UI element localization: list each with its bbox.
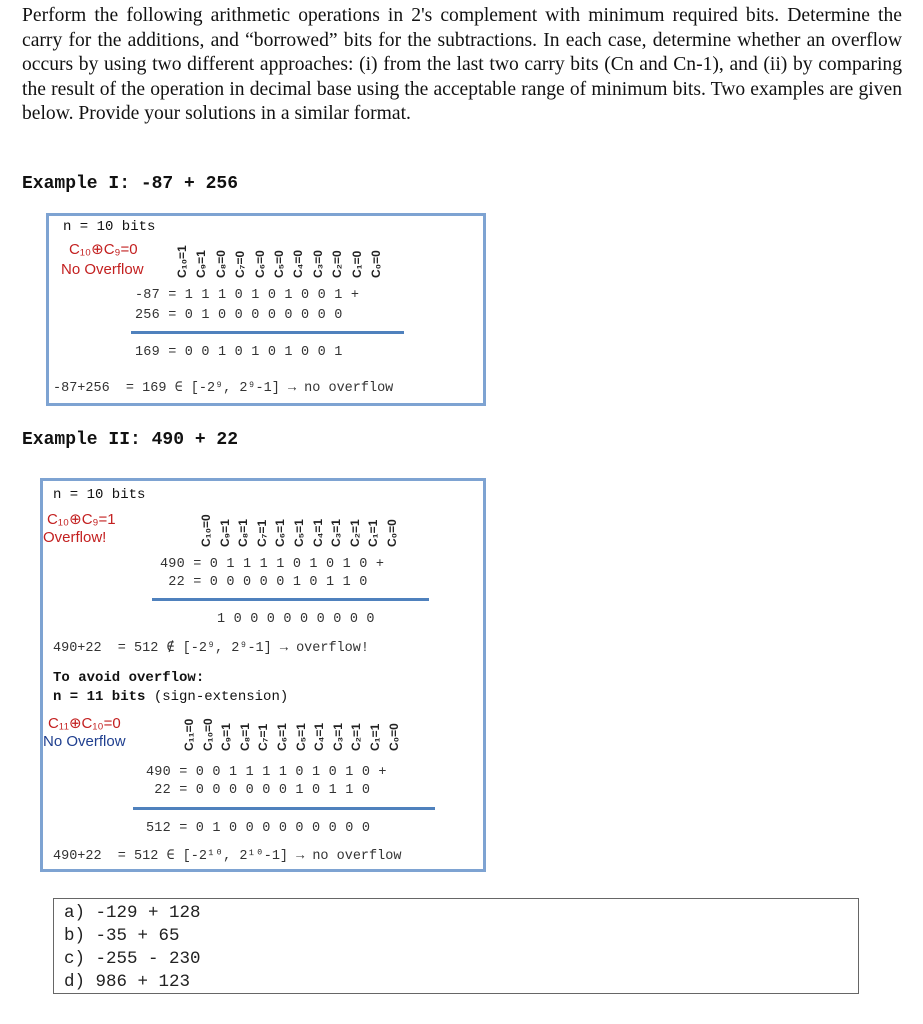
carry-bit: C₅=1 <box>293 723 308 751</box>
carry-bit: C₁₁=0 <box>182 718 196 751</box>
carry-bit: C₁₀=1 <box>175 245 189 278</box>
overflow-status: No Overflow <box>61 261 144 278</box>
carry-bit: C₉=1 <box>219 723 234 751</box>
operand-row-1: 490 = 0 1 1 1 1 0 1 0 1 0 + <box>160 557 385 572</box>
sign-extension-note: (sign-extension) <box>145 689 289 705</box>
carry-bit: C₆=1 <box>273 519 288 547</box>
carry-bit: C₀=0 <box>385 519 399 547</box>
problems-box <box>53 898 859 994</box>
carry-xor-label: C₁₀⊕C₉=0 <box>69 241 138 258</box>
example-2-heading: Example II: 490 + 22 <box>22 430 239 450</box>
carry-bit: C₆=0 <box>252 250 267 278</box>
sum-rule <box>152 598 429 601</box>
carry-bit: C₀=0 <box>386 723 401 751</box>
carry-bit: C₉=1 <box>194 250 209 278</box>
example-1-box <box>46 213 486 406</box>
carry-bit: C₁₀=0 <box>199 514 213 547</box>
bit-width-bold: n = 11 bits <box>53 689 146 705</box>
bit-width-label: n = 10 bits <box>53 487 146 503</box>
carry-bit: C₃=0 <box>310 250 325 278</box>
carry-bit: C₈=1 <box>237 723 252 751</box>
carry-xor-label: C₁₀⊕C₉=1 <box>47 511 116 528</box>
carry-bit: C₈=0 <box>213 250 228 278</box>
carry-bit: C₈=1 <box>236 519 251 547</box>
operand-row-1: -87 = 1 1 1 0 1 0 1 0 0 1 + <box>135 288 360 303</box>
decimal-check: -87+256 = 169 ∈ [-2⁹, 2⁹-1] → no overflow <box>53 381 394 396</box>
carry-bit: C₂=0 <box>330 250 345 278</box>
avoid-overflow-label <box>53 670 204 686</box>
problem-d: d) 986 + 123 <box>64 972 191 992</box>
result-row: 169 = 0 0 1 0 1 0 1 0 0 1 <box>135 345 343 360</box>
instructions-paragraph: Perform the following arithmetic operations in 2's complement with minimum required bits. Determine the carry for the additions, and “borrowed” bits for the subtractions. In each case, determine whether an overflow occurs by using two different approaches: (i) from the last two carry bits (Cn and Cn-1), and (ii) by comparing the result of the operation in decimal base using the acceptable range of minimum bits. Two examples are given below. Provide your solutions in a similar format. <box>22 5 902 124</box>
overflow-status-2: No Overflow <box>43 733 126 750</box>
example-1-heading: Example I: -87 + 256 <box>22 174 239 194</box>
operand-row-2: 256 = 0 1 0 0 0 0 0 0 0 0 <box>135 308 343 323</box>
carry-bit: C₇=1 <box>256 723 271 751</box>
carry-xor-label-2: C₁₁⊕C₁₀=0 <box>48 715 121 732</box>
carry-bit: C₅=0 <box>272 250 286 278</box>
carry-bit: C₃=1 <box>329 519 344 547</box>
carry-bit: C₆=1 <box>275 723 289 751</box>
operand-row-2: 22 = 0 0 0 0 0 1 0 1 1 0 <box>160 575 368 590</box>
carry-bit: C₄=0 <box>291 249 306 278</box>
decimal-check-2: 490+22 = 512 ∈ [-2¹⁰, 2¹⁰-1] → no overflow <box>53 849 402 864</box>
carry-bit: C₅=1 <box>292 519 306 547</box>
carry-bit: C₃=1 <box>330 723 345 751</box>
carry-bit: C₇=0 <box>233 250 248 278</box>
carry-bit: C₀=0 <box>369 250 383 278</box>
carry-bit: C₂=1 <box>349 723 364 751</box>
example-2-box <box>40 478 486 872</box>
bit-width-label: n = 10 bits <box>63 219 156 235</box>
problem-b: b) -35 + 65 <box>64 926 180 946</box>
carry-bit: C₁₀=0 <box>200 718 215 751</box>
problem-c: c) -255 - 230 <box>64 949 201 969</box>
operand-row-2b: 22 = 0 0 0 0 0 0 1 0 1 1 0 <box>146 783 371 798</box>
carry-bit: C₁=0 <box>349 250 364 278</box>
overflow-status: Overflow! <box>43 529 107 546</box>
carry-bit: C₇=1 <box>254 519 269 547</box>
carry-bit: C₉=1 <box>217 519 232 547</box>
operand-row-1b: 490 = 0 0 1 1 1 1 0 1 0 1 0 + <box>146 765 387 780</box>
carry-bit: C₂=1 <box>347 519 362 547</box>
result-row: 1 0 0 0 0 0 0 0 0 0 <box>217 612 375 627</box>
carry-bit: C₄=1 <box>312 722 327 751</box>
carry-bit: C₁=1 <box>368 723 382 751</box>
carry-bit: C₄=1 <box>310 518 325 547</box>
sum-rule <box>131 331 404 334</box>
carry-bit: C₁=1 <box>366 519 381 547</box>
result-row-2: 512 = 0 1 0 0 0 0 0 0 0 0 0 <box>146 821 371 836</box>
sum-rule-2 <box>133 807 435 810</box>
problem-a: a) -129 + 128 <box>64 903 201 923</box>
bit-width-label-2 <box>53 689 288 705</box>
avoid-overflow-text: To avoid overflow: <box>53 670 205 686</box>
decimal-check: 490+22 = 512 ∉ [-2⁹, 2⁹-1] → overflow! <box>53 641 369 656</box>
